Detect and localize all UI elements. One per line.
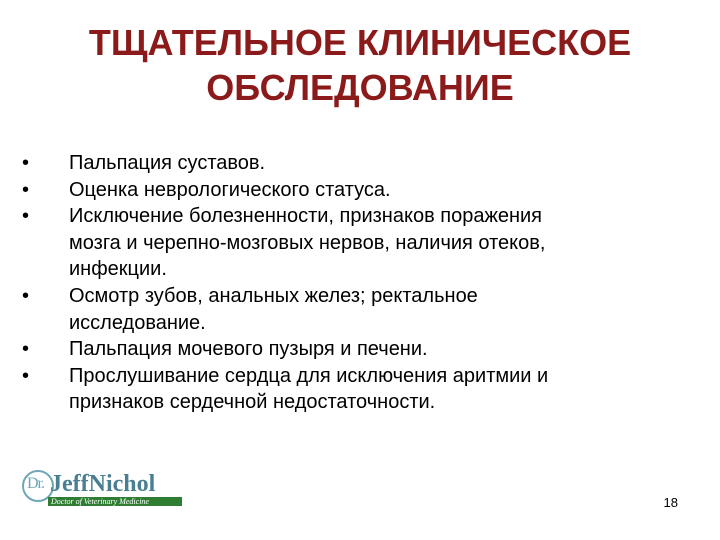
- logo: [22, 470, 182, 508]
- bullet-item: [22, 203, 702, 283]
- bullet-text: Оценка неврологического статуса.: [69, 178, 391, 201]
- page-number: 18: [663, 495, 678, 510]
- bullet-item: [22, 336, 702, 363]
- bullet-list: [22, 150, 702, 416]
- bullet-text-line: Прослушивание сердца для исключения аритмии и: [69, 364, 549, 387]
- bullet-item: [22, 177, 702, 204]
- bullet-text-line: инфекции.: [69, 258, 167, 281]
- bullet-text-line: Исключение болезненности, признаков поражения: [69, 205, 542, 228]
- slide-title-line-2: ОБСЛЕДОВАНИЕ: [206, 67, 514, 108]
- bullet-item: [22, 283, 702, 336]
- bullet-icon: •: [22, 152, 30, 174]
- bullet-icon: •: [22, 205, 30, 228]
- bullet-icon: •: [22, 284, 30, 307]
- bullet-icon: •: [22, 364, 30, 387]
- bullet-text-line: мозга и черепно-мозговых нервов, наличия отеков,: [69, 231, 546, 254]
- bullet-text: Пальпация суставов.: [69, 152, 266, 174]
- bullet-text-line: признаков сердечной недостаточности.: [69, 391, 436, 414]
- bullet-item: [22, 363, 702, 416]
- logo-prefix: Dr.: [27, 475, 44, 492]
- logo-name: JeffNichol: [50, 471, 156, 497]
- slide-title-line-1: ТЩАТЕЛЬНОЕ КЛИНИЧЕСКОЕ: [88, 22, 632, 63]
- bullet-text-line: исследование.: [69, 311, 206, 334]
- bullet-text-line: Осмотр зубов, анальных желез; ректальное: [69, 284, 478, 307]
- bullet-item: [22, 150, 702, 177]
- logo-tagline: Doctor of Veterinary Medicine: [51, 497, 149, 506]
- bullet-icon: •: [22, 178, 30, 201]
- bullet-icon: •: [22, 338, 30, 361]
- bullet-text: Пальпация мочевого пузыря и печени.: [69, 338, 428, 361]
- slide-title: [0, 20, 720, 110]
